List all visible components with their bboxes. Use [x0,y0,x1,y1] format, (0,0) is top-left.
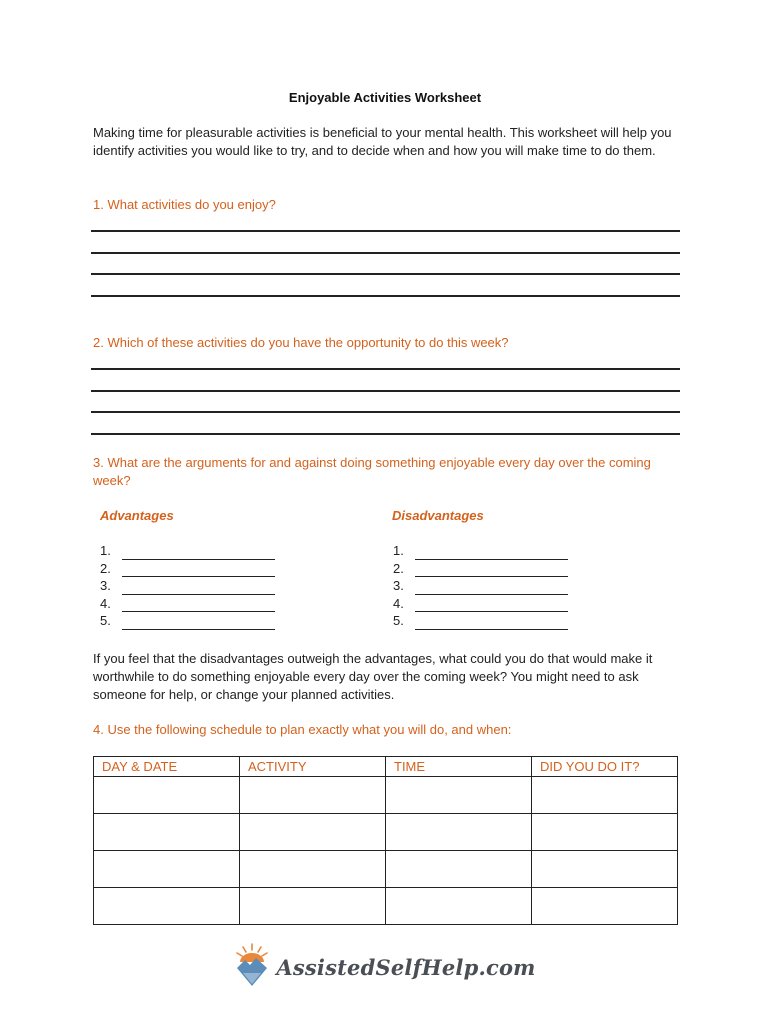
table-row [94,888,678,925]
table-header-row [94,757,678,777]
table-cell[interactable] [386,851,532,888]
list-item [100,560,275,578]
answer-line[interactable] [91,230,680,232]
intro-text: Making time for pleasurable activities is beneficial to your mental health. This worksheet will help you identify activities you would like to try, and to decide when and how you will make time to do them. [93,125,672,158]
column-header-day-date: DAY & DATE [94,757,240,777]
table-cell[interactable] [386,888,532,925]
reflection-paragraph: If you feel that the disadvantages outweigh the advantages, what could you do that would make it worthwhile to do something enjoyable every day over the coming week? You might need to ask someone for help, or change your planned activities. [93,651,653,702]
table-cell[interactable] [240,814,386,851]
list-number: 1. [100,543,111,558]
column-header-time: TIME [386,757,532,777]
answer-line[interactable] [91,411,680,413]
table-row [94,777,678,814]
table-row [94,814,678,851]
answer-blank[interactable] [415,598,568,612]
table-cell[interactable] [240,851,386,888]
list-number: 5. [100,613,111,629]
column-header-activity: ACTIVITY [240,757,386,777]
table-cell[interactable] [240,888,386,925]
page-title: Enjoyable Activities Worksheet [288,90,482,105]
answer-blank[interactable] [415,563,568,577]
answer-blank[interactable] [122,598,275,612]
question-4: 4. Use the following schedule to plan exactly what you will do, and when: [93,722,512,737]
answer-blank[interactable] [122,563,275,577]
disadvantages-list [393,542,568,630]
table-cell[interactable] [240,777,386,814]
table-cell[interactable] [532,777,678,814]
list-number: 2. [393,560,404,576]
question-1: 1. What activities do you enjoy? [93,197,276,212]
advantages-heading: Advantages [100,508,174,523]
list-number: 1. [393,543,404,558]
table-cell[interactable] [532,888,678,925]
table-cell[interactable] [94,888,240,925]
table-cell[interactable] [532,814,678,851]
table-row [94,851,678,888]
list-item [393,577,568,595]
list-item [100,577,275,595]
answer-line[interactable] [91,433,680,435]
answer-blank[interactable] [415,616,568,630]
logo-text[interactable]: AssistedSelfHelp.com [276,955,536,980]
sunrise-mountain-pin-icon [234,942,270,993]
answer-line[interactable] [91,273,680,275]
answer-line[interactable] [91,252,680,254]
list-number: 4. [100,595,111,611]
disadvantages-heading: Disadvantages [392,508,484,523]
answer-line[interactable] [91,368,680,370]
list-number: 3. [393,578,404,594]
table-cell[interactable] [386,814,532,851]
question-3: 3. What are the arguments for and against doing something enjoyable every day over the coming week? [93,455,651,488]
schedule-table [93,756,678,925]
list-item [100,542,275,560]
column-header-did-you-do-it: DID YOU DO IT? [532,757,678,777]
list-number: 4. [393,595,404,611]
answer-blank[interactable] [122,581,275,595]
answer-blank[interactable] [122,546,275,560]
answer-blank[interactable] [122,616,275,630]
answer-line[interactable] [91,390,680,392]
list-item [100,595,275,613]
list-item [100,612,275,630]
list-item [393,542,568,560]
table-cell[interactable] [386,777,532,814]
list-number: 3. [100,578,111,594]
list-item [393,595,568,613]
logo [0,942,770,993]
table-cell[interactable] [94,851,240,888]
table-cell[interactable] [94,777,240,814]
advantages-list [100,542,275,630]
question-2: 2. Which of these activities do you have the opportunity to do this week? [93,335,509,350]
list-item [393,560,568,578]
list-number: 2. [100,560,111,576]
list-item [393,612,568,630]
answer-line[interactable] [91,295,680,297]
list-number: 5. [393,613,404,629]
table-cell[interactable] [94,814,240,851]
answer-blank[interactable] [415,581,568,595]
table-cell[interactable] [532,851,678,888]
answer-blank[interactable] [415,546,568,560]
